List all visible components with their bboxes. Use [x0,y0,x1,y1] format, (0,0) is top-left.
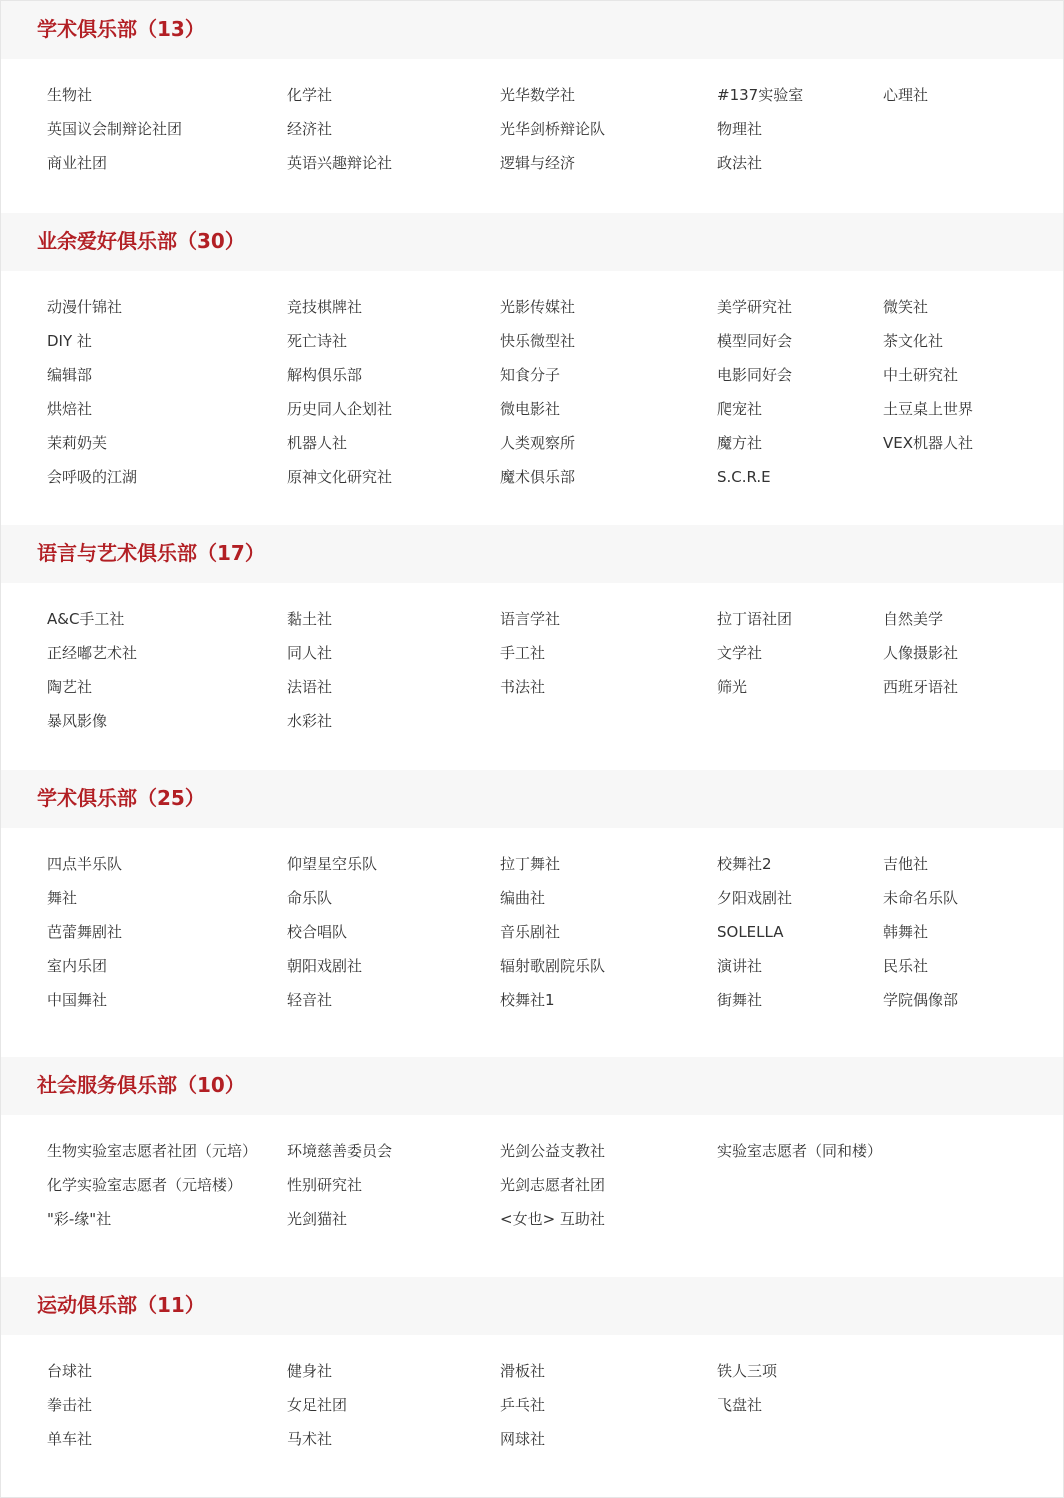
club-name: 光剑公益支教社 [500,1142,606,1160]
club-name: 编曲社 [500,889,546,907]
club-name: 韩舞社 [883,923,929,941]
club-name: 机器人社 [287,434,348,452]
club-name: 环境慈善委员会 [287,1142,393,1160]
club-name: 铁人三项 [717,1362,778,1380]
club-name: 化学实验室志愿者（元培楼） [47,1176,243,1194]
club-name: A&C手工社 [47,610,125,628]
club-name: 茉莉奶芙 [47,434,108,452]
club-name: 健身社 [287,1362,333,1380]
club-name: 英语兴趣辩论社 [287,154,393,172]
club-name: 舞社 [47,889,78,907]
section-title: 运动俱乐部（11） [37,1293,205,1317]
section-header [1,1057,1063,1115]
club-name: 光影传媒社 [500,298,576,316]
section-header [1,1,1063,59]
club-name: 飞盘社 [717,1396,763,1414]
club-name: 手工社 [500,644,546,662]
club-name: 黏土社 [287,610,333,628]
club-name: 电影同好会 [717,366,793,384]
club-name: 魔术俱乐部 [500,468,576,486]
club-name: 逻辑与经济 [500,154,576,172]
club-name: 未命名乐队 [883,889,959,907]
club-name: 女足社团 [287,1396,348,1414]
club-name: 拳击社 [47,1396,93,1414]
club-name: 实验室志愿者（同和楼） [717,1142,883,1160]
club-name: "彩-缘"社 [47,1210,112,1228]
club-name: 性别研究社 [287,1176,363,1194]
section-title: 社会服务俱乐部（10） [37,1073,245,1097]
club-name: 学院偶像部 [883,991,959,1009]
club-name: 马术社 [287,1430,333,1448]
club-name: 演讲社 [717,957,763,975]
club-name: 音乐剧社 [500,923,561,941]
club-name: 中土研究社 [883,366,959,384]
section-header [1,1277,1063,1335]
club-name: 芭蕾舞剧社 [47,923,123,941]
club-name: 英国议会制辩论社团 [47,120,183,138]
club-name: 轻音社 [287,991,333,1009]
section-title: 学术俱乐部（25） [37,786,205,810]
club-name: 中国舞社 [47,991,108,1009]
club-name: 单车社 [47,1430,93,1448]
club-name: 水彩社 [287,712,333,730]
club-name: 室内乐团 [47,957,108,975]
section-title: 业余爱好俱乐部（30） [37,229,245,253]
club-name: 物理社 [717,120,763,138]
club-name: 生物社 [47,86,93,104]
club-name: 光华数学社 [500,86,576,104]
club-name: 滑板社 [500,1362,546,1380]
club-name: 西班牙语社 [883,678,959,696]
club-name: S.C.R.E [717,468,771,486]
club-name: 爬宠社 [717,400,763,418]
club-name: 编辑部 [47,366,93,384]
club-name: 烘焙社 [47,400,93,418]
club-name: 光剑猫社 [287,1210,348,1228]
club-name: 拉丁舞社 [500,855,561,873]
club-name: 暴风影像 [47,712,108,730]
club-name: 朝阳戏剧社 [287,957,363,975]
club-name: 知食分子 [500,366,561,384]
club-name: 民乐社 [883,957,929,975]
club-name: 街舞社 [717,991,763,1009]
club-name: 语言学社 [500,610,561,628]
club-name: 美学研究社 [717,298,793,316]
club-name: 人类观察所 [500,434,576,452]
club-name: 心理社 [883,86,929,104]
club-name: 解构俱乐部 [287,366,363,384]
club-name: 网球社 [500,1430,546,1448]
club-name: 会呼吸的江湖 [47,468,138,486]
club-name: 历史同人企划社 [287,400,393,418]
club-name: 命乐队 [287,889,333,907]
club-name: 吉他社 [883,855,929,873]
club-name: VEX机器人社 [883,434,974,452]
section-title: 语言与艺术俱乐部（17） [37,541,265,565]
club-name: 夕阳戏剧社 [717,889,793,907]
club-name: 正经嘟艺术社 [47,644,138,662]
section-header [1,770,1063,828]
section-header [1,525,1063,583]
club-name: 魔方社 [717,434,763,452]
club-name: 动漫什锦社 [47,298,123,316]
club-name: 筛光 [717,678,748,696]
club-name: 陶艺社 [47,678,93,696]
club-name: 茶文化社 [883,332,944,350]
club-name: 法语社 [287,678,333,696]
club-name: 仰望星空乐队 [287,855,378,873]
section-header [1,213,1063,271]
club-name: 土豆桌上世界 [883,400,974,418]
club-name: 光华剑桥辩论队 [500,120,606,138]
club-name: 政法社 [717,154,763,172]
club-name: 光剑志愿者社团 [500,1176,606,1194]
club-name: <女也> 互助社 [500,1210,605,1228]
club-name: 校合唱队 [287,923,348,941]
section-title: 学术俱乐部（13） [37,17,205,41]
club-name: 乒乓社 [500,1396,546,1414]
club-name: 拉丁语社团 [717,610,793,628]
club-name: 同人社 [287,644,333,662]
club-name: 四点半乐队 [47,855,123,873]
club-name: DIY 社 [47,332,92,350]
club-name: 人像摄影社 [883,644,959,662]
club-name: 台球社 [47,1362,93,1380]
club-name: 商业社团 [47,154,108,172]
club-name: 自然美学 [883,610,944,628]
club-name: 竞技棋牌社 [287,298,363,316]
club-name: #137实验室 [717,86,804,104]
club-name: 微笑社 [883,298,929,316]
club-name: 经济社 [287,120,333,138]
club-name: 校舞社1 [500,991,555,1009]
club-name: 书法社 [500,678,546,696]
club-name: 快乐微型社 [500,332,576,350]
club-name: 文学社 [717,644,763,662]
club-name: 辐射歌剧院乐队 [500,957,606,975]
club-name: 化学社 [287,86,333,104]
club-name: 生物实验室志愿者社团（元培） [47,1142,258,1160]
club-name: 校舞社2 [717,855,772,873]
club-name: 模型同好会 [717,332,793,350]
club-name: 死亡诗社 [287,332,348,350]
club-name: 微电影社 [500,400,561,418]
club-name: 原神文化研究社 [287,468,393,486]
club-name: SOLELLA [717,923,784,941]
